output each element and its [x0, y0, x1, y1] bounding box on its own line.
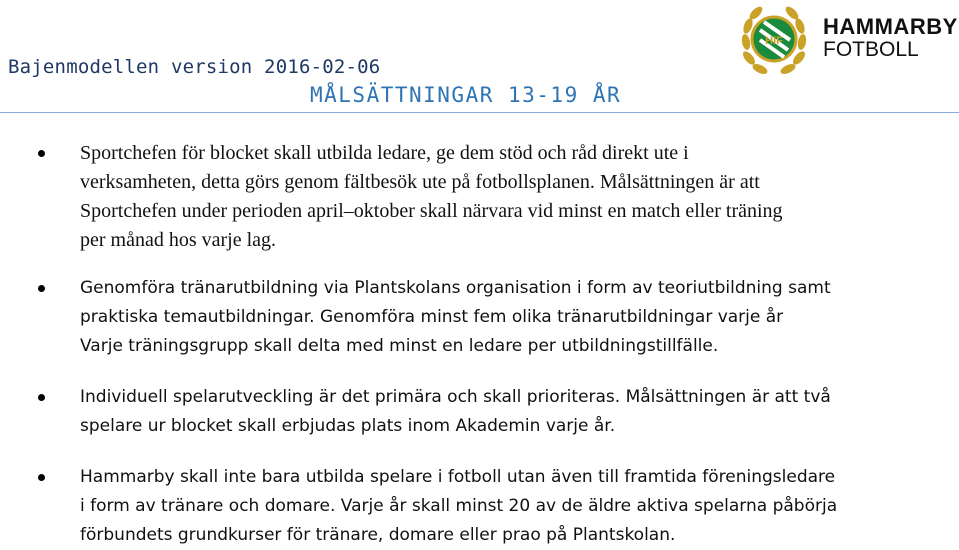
bullet-dot [38, 150, 45, 157]
crest-letters: HIF [765, 35, 783, 47]
list-item-text: Individuell spelarutveckling är det primära och skall prioriteras. Målsättningen är att två spelare ur blocket skall erbjudas plats inom Akademin varje år. [80, 387, 831, 436]
bullet-dot [38, 474, 45, 481]
document-version: Bajenmodellen version 2016-02-06 [8, 56, 381, 78]
bullet-dot [38, 285, 45, 292]
hammarby-crest-icon [738, 2, 810, 76]
bullet-dot [38, 394, 45, 401]
list-item-text: Hammarby skall inte bara utbilda spelare i fotboll utan även till framtida föreningsledare i form av tränare och domare. Varje år skall minst 20 av de äldre aktiva spelarna påbörja förbundets grundkurser för tränare, domare eller prao på Plantskolan. [80, 467, 838, 545]
header-divider [0, 112, 959, 113]
list-item-text: Sportchefen för blocket skall utbilda ledare, ge dem stöd och råd direkt ute i verksamheten, detta görs genom fältbesök ute på fotbollsplanen. Målsättningen är att Sportchefen under perioden april–oktober skall närvara vid minst en match eller träning per månad hos varje lag. [80, 142, 783, 251]
brand-wordmark [823, 16, 958, 61]
brand-subname: FOTBOLL [823, 38, 919, 61]
list-item-text: Genomföra tränarutbildning via Plantskolans organisation i form av teoriutbildning samt praktiska temautbildningar. Genomföra minst fem olika tränarutbildningar varje år Varje träningsgrupp skall delta med minst en ledare per utbildningstillfälle. [80, 278, 831, 356]
brand-name: HAMMARBY [823, 14, 958, 39]
page-title: MÅLSÄTTNINGAR 13-19 ÅR [310, 83, 622, 107]
